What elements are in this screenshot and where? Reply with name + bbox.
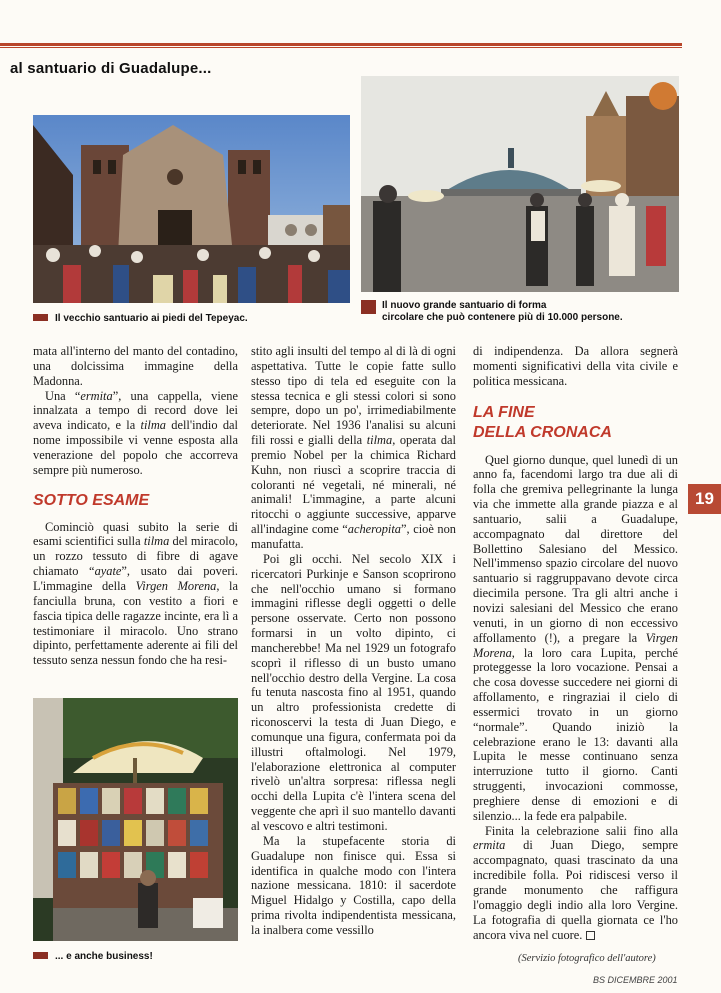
- text-column-3: [473, 344, 678, 942]
- text-run: di Juan Diego, sempre accompagnato, quasi trascinato da una incredibile folla. Poi ridiscesi verso il grande monumento che raffigura l'omaggio degli indio alla loro Vergine. La fotografia di quella giornata ce l'ho ancora viva nel cuore.: [473, 838, 678, 942]
- col1-paragraph-1: mata all'interno del manto del contadino, una dolcissima immagine della Madonna.: [33, 344, 238, 388]
- text-run: Finita la celebrazione salii fino alla: [485, 823, 678, 838]
- text-run: stito agli insulti del tempo al di là di ogni aspettativa. Tutte le copie fatte sullo stesso tipo di tela ed eseguite con la stessa tecnica e gli stessi colori si sono sempre, dopo un po', irrimediabilmente deteriorate. Nel 1936 l'analisi su alcuni fili rossi e gialli della: [251, 344, 456, 448]
- text-run-italic: tilma: [140, 418, 166, 433]
- col3-paragraph-3: [473, 824, 678, 943]
- text-run-italic: ermita: [80, 388, 113, 403]
- col3-paragraph-2: [473, 453, 678, 824]
- caption-marker: [361, 300, 376, 314]
- text-run-italic: ermita: [473, 838, 506, 853]
- text-run: ”, cioè non manufatta.: [251, 522, 456, 551]
- col3-paragraph-1: di indipendenza. Da allora segnerà momenti significativi della vita civile e politica messicana.: [473, 344, 678, 388]
- col2-paragraph-2: Poi gli occhi. Nel secolo XIX i ricercatori Purkinje e Sanson scoprirono che nell'occhio umano si formano immagini riflesse degli oggetti o delle persone osservate. Certo non possono formarsi in un volto dipinto, ci mancherebbe! Ma nel 1929 un fotografo scoprì il riflesso di un busto umano nell'occhio destro della Vergine. La cosa fu tenuta nascosta fino al 1951, quando un altro professionista credette di riconoscervi la testa di Juan Diego, e comunque una figura, confermata poi da illustri oftalmologi. Nel 1979, l'elaborazione elettronica al computer rivelò un'altra sorpresa: riflessa negli occhi della Lupita c'è l'intera scena del veggente che aprì il suo mantello davanti al vescovo e altri testimoni.: [251, 551, 456, 833]
- caption-marker: [33, 952, 48, 959]
- text-run: , la fanciulla bruna, con vestito a fiori e fascia tipica delle ragazze incinte, era lì a testimoniare il miracolo. Uno strano dipinto, perfettamente aderente ai fili del tessuto senza nessun fondo che ha resi-: [33, 578, 238, 668]
- text-run: , la loro cara Lupita, perché proteggesse la loro vocazione. Pensai a che cosa dovesse succedere nei giorni di affollamento, e ringraziai il cielo di essermici trovato in un giorno “normale”. Quando iniziò la celebrazione erano le 13: davanti alla Lupita le messe continuano senza interruzione tutto il giorno. Canti struggenti, invocazioni commosse, preghiere dense di emozioni e di silenzio... la fede era palpabile.: [473, 645, 678, 823]
- text-run-italic: Virgen Morena: [473, 630, 678, 660]
- text-run: Quel giorno dunque, quel lunedì di un anno fa, facendomi largo tra due ali di folla che gremiva pellegrinante la lunga via che immette alla grande piazza e al santuario, salii a Guadalupe, accompagnato dal direttore del Bollettino Salesiano del Messico. Nell'immenso spazio circolare del nuovo santuario si raggruppavano devote circa diecimila persone. Tra gli altri anche i novizi salesiani del Messico che erano venuti, in un giorno di non eccessivo affollamento (!), a pregare la: [473, 452, 678, 645]
- photo-credit: (Servizio fotografico dell'autore): [518, 953, 656, 964]
- stall-photo: [33, 698, 238, 941]
- new-basilica-photo: [361, 76, 679, 292]
- new-basilica-caption-lines: [382, 300, 623, 324]
- col1-paragraph-2: [33, 389, 238, 478]
- header-rule-thin: [0, 47, 682, 48]
- text-run: Una “: [45, 388, 81, 403]
- new-basilica-caption: [361, 300, 623, 324]
- col2-paragraph-3: Ma la stupefacente storia di Guadalupe non finisce qui. Essa si identifica in qualche modo con l'intera nazione messicana. 1810: il sacerdote Miguel Hidalgo y Costilla, capo della prima rivolta indipendentista messicana, la inalbera come vessillo: [251, 833, 456, 937]
- text-run: Cominciò quasi subito la serie di esami scientifici sulla: [33, 519, 238, 549]
- text-run-italic: Virgen Morena: [135, 578, 217, 593]
- text-run: dell'indio dal nome impossibile vi venne esposta alla venerazione del popolo che accorreva sempre più numeroso.: [33, 418, 239, 477]
- text-run-italic: tilma: [366, 433, 393, 448]
- old-shrine-caption: [33, 313, 248, 325]
- subhead-sotto-esame: SOTTO ESAME: [33, 491, 150, 509]
- stall-caption: [33, 951, 153, 963]
- new-basilica-caption-line1: Il nuovo grande santuario di forma: [382, 300, 547, 311]
- text-run-italic: ayate: [94, 564, 122, 579]
- section-kicker: al santuario di Guadalupe...: [10, 60, 212, 77]
- text-run-italic: acheropita: [347, 522, 402, 537]
- page-number-tab: 19: [688, 484, 721, 514]
- new-basilica-caption-line2: circolare che può contenere più di 10.000 persone.: [382, 312, 623, 323]
- col1-paragraph-3: [33, 520, 238, 668]
- text-run: , operata dal premio Nobel per la chimica Richard Kuhn, non riuscì a scoprire traccia di coloranti né vegetali, né minerali, né animali! L'immagine, a parte alcuni ritocchi o aggiunte successive, apparve all'indagine come “: [251, 433, 456, 537]
- page-footer: BS DICEMBRE 2001: [593, 975, 678, 985]
- caption-marker: [33, 314, 48, 321]
- text-run: del miracolo, un rozzo tessuto di fibre di agave chiamato “: [33, 534, 238, 579]
- subhead-la-fine: [473, 403, 678, 443]
- text-run-italic: tilma: [143, 534, 170, 549]
- text-run: ”, una cappella, viene innalzata a tempo di record dove lei aveva indicato, e la: [33, 388, 238, 433]
- stall-caption-text: ... e anche business!: [55, 951, 153, 962]
- subhead-line-1: LA FINE: [473, 403, 535, 421]
- text-run: ”, usato dai poveri. L'immagine della: [33, 564, 238, 593]
- new-basilica-caption-block: [361, 300, 623, 324]
- subhead-line-2: DELLA CRONACA: [473, 423, 612, 441]
- text-column-2: [251, 344, 456, 938]
- old-shrine-photo: [33, 115, 350, 303]
- header-rule: [0, 43, 682, 46]
- col2-paragraph-1: [251, 344, 456, 552]
- end-of-article-icon: [586, 931, 595, 940]
- old-shrine-caption-text: Il vecchio santuario ai piedi del Tepeyac.: [55, 313, 248, 324]
- text-column-1: [33, 344, 238, 668]
